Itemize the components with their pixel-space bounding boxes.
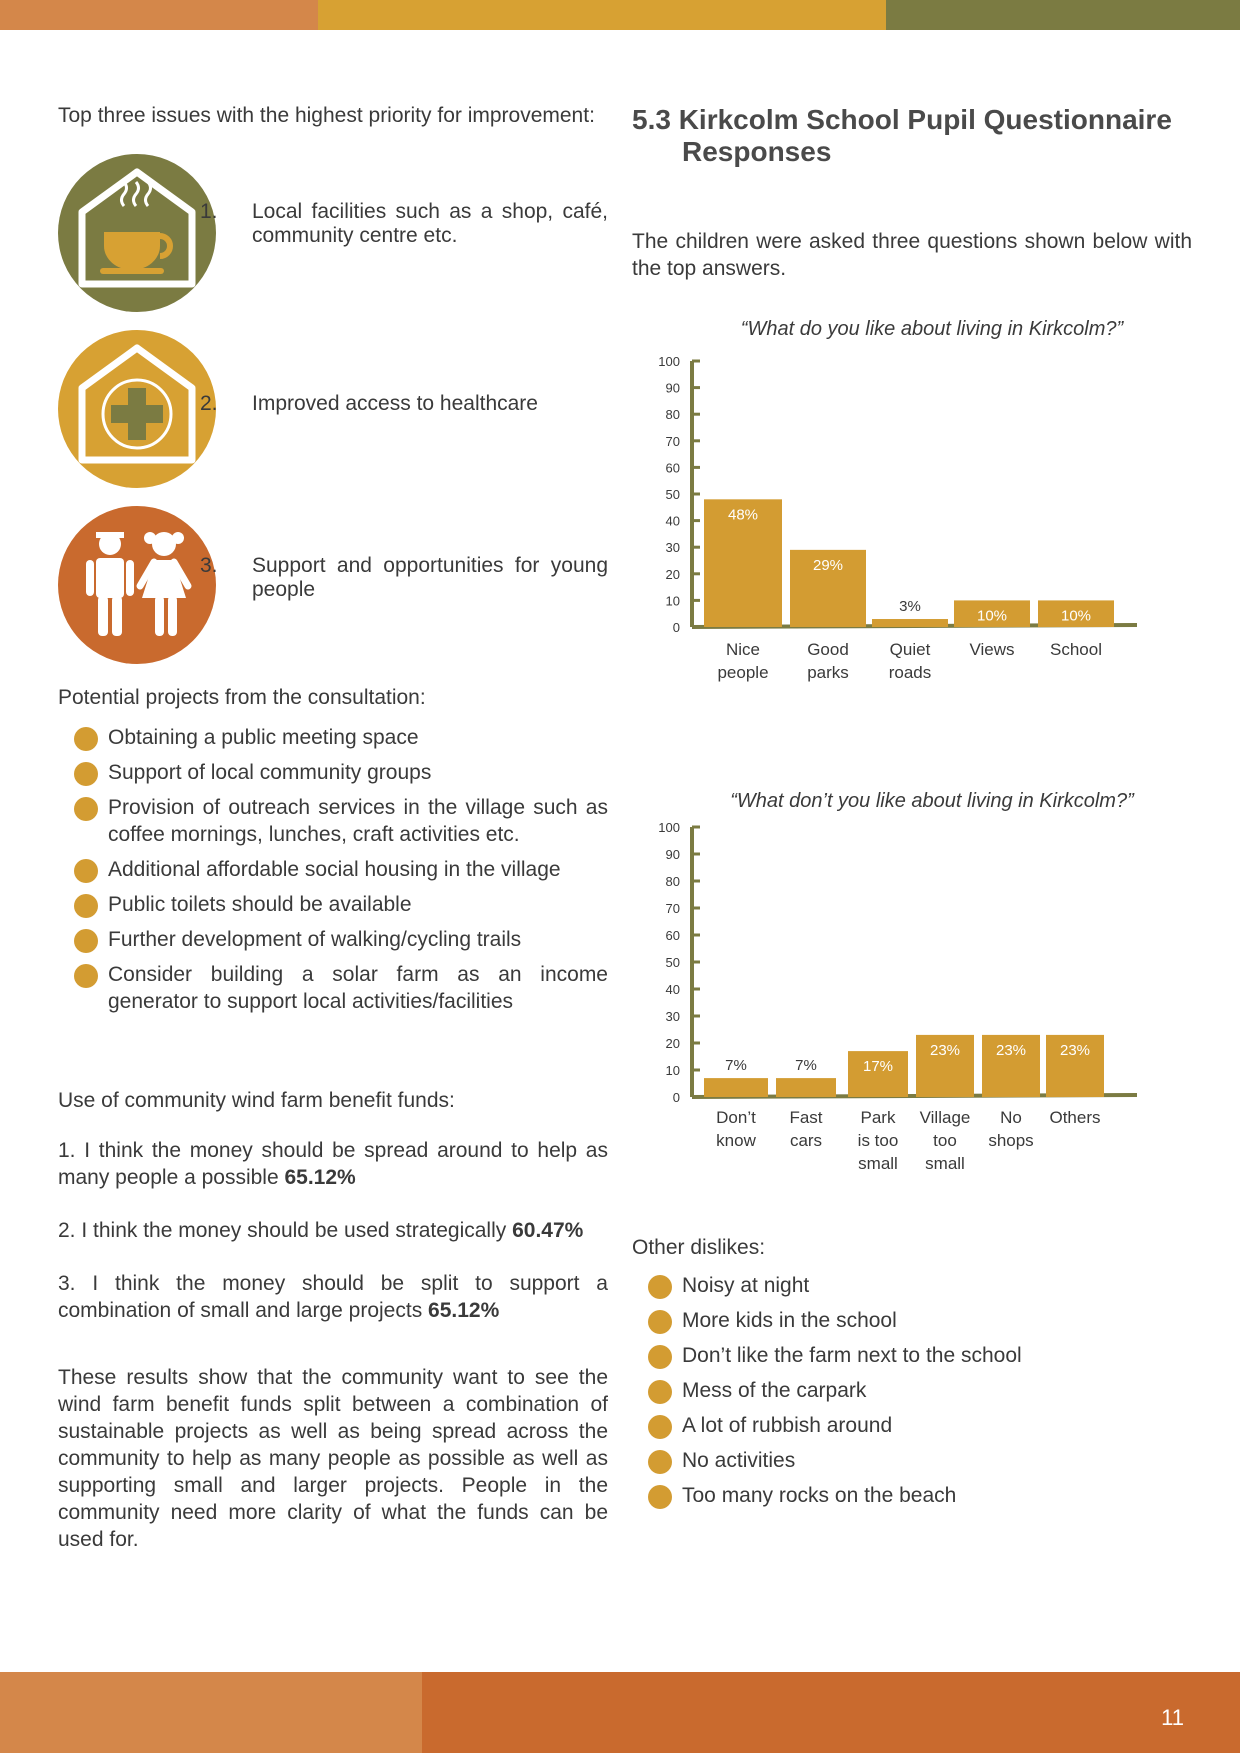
bullet-dot-icon	[74, 894, 98, 918]
y-tick-label: 20	[665, 1036, 680, 1051]
y-tick-label: 10	[665, 593, 680, 609]
data-label: 17%	[862, 1058, 894, 1076]
list-item-text: No activities	[682, 1449, 796, 1472]
bullet-dot-icon	[648, 1380, 672, 1404]
list-item	[632, 1377, 1192, 1404]
top-bar-segment	[0, 0, 318, 30]
list-item-text: Public toilets should be available	[108, 893, 412, 916]
funds-item-text: 1. I think the money should be spread around to help as many people a possible	[58, 1139, 608, 1189]
dislikes-list	[632, 1272, 1192, 1509]
funds-item-text: 2. I think the money should be used strategically	[58, 1219, 513, 1242]
section-heading	[632, 104, 1192, 168]
category-label: No	[1000, 1108, 1022, 1127]
category-label: people	[717, 663, 769, 682]
funds-heading: Use of community wind farm benefit funds:	[58, 1089, 455, 1112]
list-item	[58, 794, 608, 848]
list-item	[58, 759, 608, 786]
data-label: 23%	[995, 1041, 1027, 1059]
issue-number: 3.	[200, 554, 218, 577]
category-label: cars	[789, 1131, 823, 1150]
bar	[872, 619, 948, 627]
bottom-color-bar	[0, 1672, 1240, 1753]
bullet-dot-icon	[74, 964, 98, 988]
category-label: Others	[1049, 1108, 1101, 1127]
y-tick-label: 100	[658, 354, 680, 369]
category-label: too	[933, 1131, 957, 1150]
data-label: 10%	[976, 607, 1008, 625]
list-item-text: Too many rocks on the beach	[682, 1484, 957, 1507]
projects-heading: Potential projects from the consultation:	[58, 686, 426, 709]
issue-item	[58, 506, 608, 664]
issue-number: 1.	[200, 200, 218, 223]
list-item	[58, 961, 608, 1015]
y-tick-label: 30	[665, 1009, 680, 1024]
category-label: Nice	[725, 640, 761, 659]
funds-item	[58, 1270, 608, 1324]
issue-text	[200, 200, 608, 248]
list-item-text: Obtaining a public meeting space	[108, 726, 419, 749]
bullet-dot-icon	[648, 1450, 672, 1474]
funds-item	[58, 1217, 608, 1244]
left-column	[58, 104, 608, 1579]
list-item	[632, 1342, 1192, 1369]
bullet-dot-icon	[648, 1415, 672, 1439]
data-label: 29%	[812, 556, 844, 574]
list-item-text: Noisy at night	[682, 1274, 810, 1297]
bar	[776, 1078, 836, 1097]
issue-label: Local facilities such as a shop, café, community centre etc.	[252, 200, 608, 247]
data-label: 48%	[727, 506, 759, 524]
young-people-icon	[58, 506, 216, 664]
list-item	[632, 1272, 1192, 1299]
data-label: 10%	[1060, 607, 1092, 625]
data-label: 23%	[1059, 1041, 1091, 1059]
y-tick-label: 70	[665, 433, 680, 449]
survey-intro: The children were asked three questions shown below with the top answers.	[632, 230, 1192, 280]
y-tick-label: 90	[665, 380, 680, 396]
funds-item-value: 65.12%	[428, 1299, 500, 1322]
category-label: Good	[807, 640, 849, 659]
bullet-dot-icon	[648, 1310, 672, 1334]
category-label: Quiet	[889, 640, 931, 659]
funds-item-value: 60.47%	[512, 1219, 584, 1242]
category-label: know	[716, 1131, 756, 1150]
issue-text	[200, 392, 538, 416]
list-item	[632, 1482, 1192, 1509]
category-label: Park	[860, 1108, 896, 1127]
category-label: roads	[888, 663, 932, 682]
list-item	[58, 926, 608, 953]
bullet-dot-icon	[74, 762, 98, 786]
y-tick-label: 10	[665, 1063, 680, 1078]
bullet-dot-icon	[74, 929, 98, 953]
data-label: 3%	[899, 598, 921, 616]
funds-item-text: 3. I think the money should be split to support a combination of small and large projects	[58, 1272, 608, 1322]
issue-label: Support and opportunities for young people	[252, 554, 608, 601]
list-item	[58, 856, 608, 883]
projects-list	[58, 724, 608, 1015]
data-label: 7%	[725, 1057, 747, 1075]
top-bar-segment	[318, 0, 886, 30]
y-tick-label: 70	[665, 901, 680, 916]
y-tick-label: 80	[665, 407, 680, 423]
issue-label: Improved access to healthcare	[252, 392, 538, 415]
data-label: 23%	[929, 1041, 961, 1059]
page-number: 11	[1161, 1705, 1184, 1730]
bullet-dot-icon	[74, 727, 98, 751]
list-item-text: A lot of rubbish around	[682, 1414, 893, 1437]
y-tick-label: 0	[672, 620, 680, 635]
category-label: Village	[919, 1108, 971, 1127]
health-house-icon	[58, 330, 216, 488]
bar	[704, 1078, 768, 1097]
issue-number: 2.	[200, 392, 218, 415]
section-heading-line: Responses	[682, 136, 832, 167]
issue-text	[200, 554, 608, 602]
dislikes-heading: Other dislikes:	[632, 1236, 766, 1259]
y-tick-label: 60	[665, 928, 680, 943]
list-item-text: Mess of the carpark	[682, 1379, 867, 1402]
top-color-bar	[0, 0, 1240, 30]
category-label: School	[1050, 640, 1102, 659]
bullet-dot-icon	[648, 1485, 672, 1509]
chart-title: “What don’t you like about living in Kirkcolm?”	[730, 790, 1134, 812]
bottom-bar-segment	[0, 1672, 422, 1753]
y-tick-label: 30	[665, 540, 680, 556]
list-item	[58, 724, 608, 751]
category-label: is too	[857, 1131, 899, 1150]
list-item-text: Don’t like the farm next to the school	[682, 1344, 1022, 1367]
chart-title: “What do you like about living in Kirkcolm?”	[740, 318, 1124, 340]
coffee-house-icon	[58, 154, 216, 312]
section-heading-line: 5.3 Kirkcolm School Pupil Questionnaire	[632, 104, 1172, 135]
list-item	[632, 1412, 1192, 1439]
y-tick-label: 40	[665, 982, 680, 997]
right-column	[632, 104, 1192, 1517]
data-label: 7%	[795, 1057, 817, 1075]
category-label: small	[858, 1154, 898, 1173]
list-item	[632, 1307, 1192, 1334]
category-label: Fast	[789, 1108, 823, 1127]
conclusion-paragraph: These results show that the community want to see the wind farm benefit funds split between a combination of sustainable projects as well as being spread across the community to help as many people as possible as well as supporting small and larger projects. People in the community need more clarity of what the funds can be used for.	[58, 1366, 608, 1551]
y-tick-label: 80	[665, 874, 680, 889]
likes-bar-chart	[632, 341, 1192, 721]
top-bar-segment	[886, 0, 1240, 30]
bullet-dot-icon	[74, 797, 98, 821]
funds-item-value: 65.12%	[284, 1166, 356, 1189]
list-item-text: Further development of walking/cycling trails	[108, 928, 522, 951]
y-tick-label: 50	[665, 487, 680, 502]
bottom-bar-segment	[422, 1672, 1240, 1753]
bullet-dot-icon	[648, 1345, 672, 1369]
bullet-dot-icon	[74, 859, 98, 883]
y-tick-label: 50	[665, 955, 680, 970]
y-tick-label: 40	[665, 513, 680, 529]
y-tick-label: 0	[672, 1090, 680, 1105]
y-tick-label: 90	[665, 847, 680, 862]
y-tick-label: 100	[658, 820, 680, 835]
list-item-text: Support of local community groups	[108, 761, 432, 784]
list-item-text: More kids in the school	[682, 1309, 897, 1332]
list-item-text: Consider building a solar farm as an income generator to support local activities/facilities	[108, 963, 608, 1013]
category-label: Don’t	[716, 1108, 756, 1127]
list-item-text: Additional affordable social housing in the village	[108, 858, 561, 881]
y-tick-label: 60	[665, 460, 680, 476]
y-tick-label: 20	[665, 566, 680, 582]
category-label: shops	[988, 1131, 1034, 1150]
issue-item	[58, 154, 608, 312]
category-label: parks	[807, 663, 849, 682]
issues-intro: Top three issues with the highest priority for improvement:	[58, 104, 595, 127]
funds-item	[58, 1137, 608, 1191]
list-item-text: Provision of outreach services in the village such as coffee mornings, lunches, craft activities etc.	[108, 796, 608, 846]
list-item	[58, 891, 608, 918]
list-item	[632, 1447, 1192, 1474]
dislikes-bar-chart	[632, 813, 1192, 1223]
issue-item	[58, 330, 608, 488]
bullet-dot-icon	[648, 1275, 672, 1299]
category-label: Views	[969, 640, 1015, 659]
category-label: small	[925, 1154, 965, 1173]
